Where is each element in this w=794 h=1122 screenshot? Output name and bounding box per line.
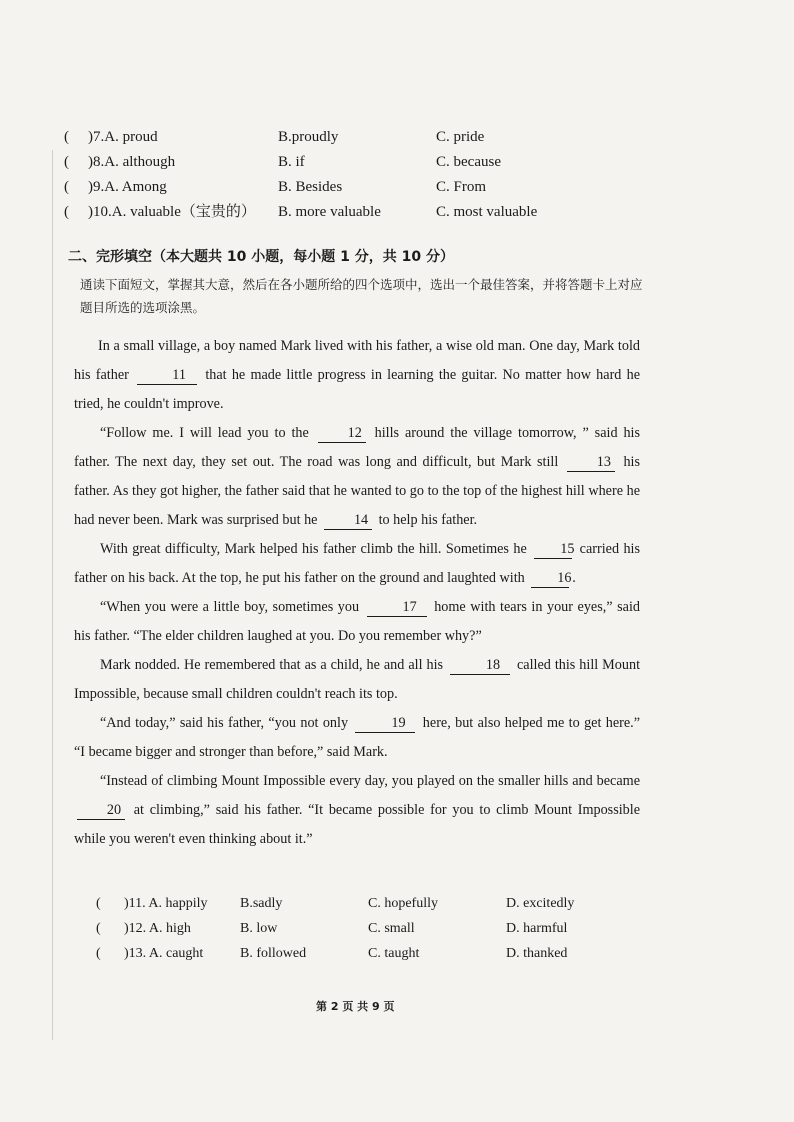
section-instructions: 通读下面短文，掌握其大意，然后在各小题所给的四个选项中，选出一个最佳答案，并将答题卡上对应题目所选的选项涂黑。 [80, 277, 643, 315]
paragraph-4 [74, 593, 640, 651]
blank-13: 13 [567, 453, 615, 472]
option-c: C. most valuable [436, 204, 538, 220]
passage-text: to help his father. [378, 512, 478, 528]
paragraph-5 [74, 651, 640, 709]
option-c: C. small [368, 921, 415, 936]
passage-text: carried his father on his back. At the top, he put his father on the ground and laughted with [74, 541, 641, 586]
option-c: C. because [436, 154, 501, 170]
option-b: B. Besides [278, 179, 343, 195]
page-edge-line [52, 150, 53, 1040]
passage-text: “When you were a little boy, sometimes you [100, 599, 360, 615]
option-d: D. thanked [506, 946, 568, 961]
passage-text: that he made little progress in learning the guitar. No matter how hard he tried, he couldn't improve. [74, 367, 641, 412]
option-d: D. excitedly [506, 896, 575, 911]
option-a: )9.A. Among [88, 179, 167, 195]
blank-12: 12 [318, 424, 366, 443]
answer-paren: ( [64, 204, 69, 220]
answer-paren: ( [96, 921, 101, 936]
passage-text: home with tears in your eyes,” said his father. “The elder children laughed at you. Do you remember why?” [74, 599, 641, 644]
section-title: 二、完形填空（本大题共 10 小题，每小题 1 分，共 10 分） [68, 249, 454, 265]
paragraph-2 [74, 419, 640, 535]
blank-20: 20 [77, 801, 125, 820]
passage-text: his father. As they got higher, the father said that he wanted to go to the top of the highest hill where he had never been. Mark was surprised but he [74, 454, 641, 528]
blank-14: 14 [324, 511, 372, 530]
passage-text: Mark nodded. He remembered that as a child, he and all his [100, 657, 444, 673]
option-b: B.sadly [240, 896, 283, 911]
option-a: )10.A. valuable（宝贵的） [88, 204, 256, 220]
answer-paren: ( [64, 154, 69, 170]
option-c: C. hopefully [368, 896, 438, 911]
option-a: )12. A. high [124, 921, 191, 936]
passage-text: With great difficulty, Mark helped his father climb the hill. Sometimes he [100, 541, 527, 557]
passage-text: “And today,” said his father, “you not only [100, 715, 349, 731]
paragraph-1 [74, 332, 640, 419]
blank-15: 15 [534, 540, 572, 559]
paragraph-7 [74, 767, 640, 854]
passage-text: “Instead of climbing Mount Impossible every day, you played on the smaller hills and became [100, 773, 640, 789]
option-b: B. low [240, 921, 278, 936]
option-a: )7.A. proud [88, 129, 158, 145]
blank-18: 18 [450, 656, 510, 675]
blank-16: 16 [531, 569, 569, 588]
cloze-passage [74, 332, 640, 854]
passage-text: . [572, 570, 576, 586]
answer-paren: ( [64, 129, 69, 145]
option-c: C. pride [436, 129, 485, 145]
answer-paren: ( [64, 179, 69, 195]
passage-text: at climbing,” said his father. “It became possible for you to climb Mount Impossible while you weren't even thinking about it.” [74, 802, 640, 847]
option-b: B. if [278, 154, 305, 170]
blank-19: 19 [355, 714, 415, 733]
passage-text: In a small village, a boy named Mark lived with his father, a wise old man. One day, Mark told his father [74, 338, 640, 383]
answer-paren: ( [96, 946, 101, 961]
option-d: D. harmful [506, 921, 568, 936]
paragraph-3 [74, 535, 640, 593]
option-a: )8.A. although [88, 154, 176, 170]
page-number: 第 2 页 共 9 页 [316, 1000, 395, 1013]
passage-text: “Follow me. I will lead you to the [100, 425, 309, 441]
option-c: C. taught [368, 946, 420, 961]
blank-11: 11 [137, 366, 197, 385]
passage-text: hills around the village tomorrow, ” said his father. The next day, they set out. The road was long and difficult, but Mark still [74, 425, 641, 470]
paragraph-6 [74, 709, 640, 767]
option-a: )11. A. happily [124, 896, 208, 911]
option-b: B. followed [240, 946, 307, 961]
passage-text: called this hill Mount Impossible, because small children couldn't reach its top. [74, 657, 641, 702]
passage-text: here, but also helped me to get here.” “I became bigger and stronger than before,” said Mark. [74, 715, 641, 760]
answer-paren: ( [96, 896, 101, 911]
blank-17: 17 [367, 598, 427, 617]
option-c: C. From [436, 179, 487, 195]
option-b: B. more valuable [278, 204, 381, 220]
option-a: )13. A. caught [124, 946, 204, 961]
option-b: B.proudly [278, 129, 339, 145]
